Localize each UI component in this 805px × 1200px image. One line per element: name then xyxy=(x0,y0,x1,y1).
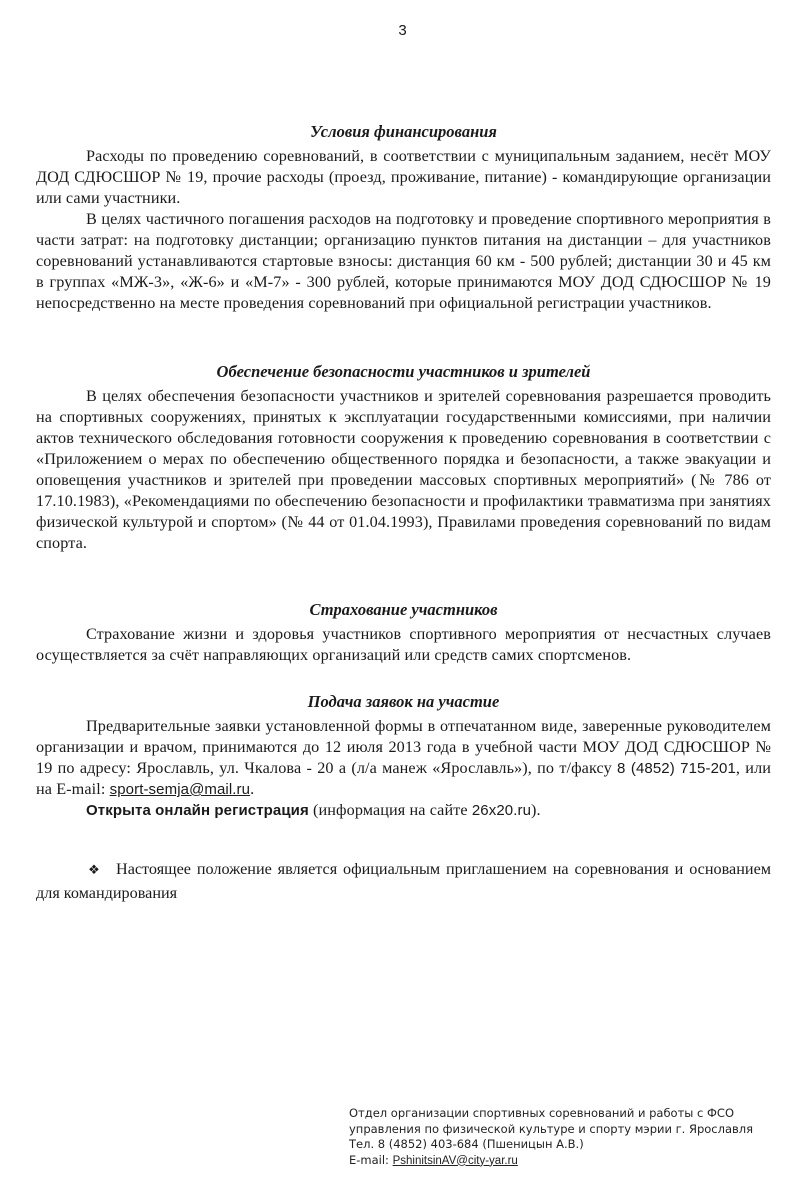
footer-contact-block xyxy=(349,1106,789,1169)
page-number: 3 xyxy=(398,22,407,39)
section-applications xyxy=(36,692,771,821)
section-note xyxy=(36,858,771,904)
contact-email-link[interactable]: sport-semja@mail.ru xyxy=(109,781,251,798)
heading-applications: Подача заявок на участие xyxy=(307,692,500,711)
insurance-paragraph: Страхование жизни и здоровья участников спортивного мероприятия от несчастных случаев осуществляется за счёт направляющих организаций или средств самих спортсменов. xyxy=(36,625,771,664)
contact-phone: 8 (4852) 715-201 xyxy=(617,760,736,777)
financing-paragraph-2: В целях частичного погашения расходов на подготовку и проведение спортивного мероприятия в части затрат: на подготовку дистанции; организацию пунктов питания на дистанции – для участников соревнований устанавливаются стартовые взносы: дистанция 60 км - 500 рублей; дистанции 30 и 45 км в группах «МЖ-3», «Ж-6» и «М-7» - 300 рублей, которые принимаются МОУ ДОД СДЮСШОР № 19 непосредственно на месте проведения соревнований при официальной регистрации участников. xyxy=(36,210,771,312)
safety-paragraph: В целях обеспечения безопасности участников и зрителей соревнования разрешается проводить на спортивных сооружениях, принятых к эксплуатации государственными комиссиями, при наличии актов технического обследования готовности сооружения к проведению соревнования в соответствии с «Приложением о мерах по обеспечению общественного порядка и безопасности, а также эвакуации и оповещения участников и зрителей при проведении массовых спортивных мероприятий» (№ 786 от 17.10.1983), «Рекомендациями по обеспечению безопасности и профилактики травматизма при занятиях физической культурой и спортом» (№ 44 от 01.04.1993), Правилами проведения соревнований по видам спорта. xyxy=(36,387,771,552)
email-suffix: . xyxy=(250,780,255,798)
financing-paragraph-1: Расходы по проведению соревнований, в соответствии с муниципальным заданием, несёт МОУ ДОД СДЮСШОР № 19, прочие расходы (проезд, проживание, питание) - командирующие организации или сами участники. xyxy=(36,147,771,207)
section-financing xyxy=(36,122,771,314)
footer-email-link[interactable]: PshinitsinAV@city-yar.ru xyxy=(392,1154,518,1167)
website-link[interactable]: 26x20.ru xyxy=(471,802,532,819)
online-registration-paragraph xyxy=(36,800,771,821)
heading-insurance: Страхование участников xyxy=(309,600,498,619)
diamond-bullet-icon: ❖ xyxy=(88,863,100,878)
footer-line-4 xyxy=(349,1153,789,1170)
footer-line-1: Отдел организации спортивных соревнований и работы с ФСО xyxy=(349,1106,734,1120)
online-registration-bold: Открыта онлайн регистрация xyxy=(86,802,309,819)
footer-email-label: E-mail: xyxy=(349,1152,389,1167)
note-text: Настоящее положение является официальным приглашением на соревнования и основанием для командирования xyxy=(36,860,771,902)
heading-safety: Обеспечение безопасности участников и зрителей xyxy=(216,362,591,381)
footer-line-2: управления по физической культуре и спорту мэрии г. Ярославля xyxy=(349,1121,754,1136)
email-prefix: , или на E-mail: xyxy=(36,759,772,798)
footer-line-3: Тел. 8 (4852) 403-684 (Пшеницын А.В.) xyxy=(349,1137,584,1151)
applications-text: Предварительные заявки установленной формы в отпечатанном виде, заверенные руководителем организации и врачом, принимаются до 12 июля 2013 года в учебной части МОУ ДОД СДЮСШОР № 19 по адресу: Ярославль, ул. Чкалова - 20 а (л/а манеж «Ярославль»), по т/факсу xyxy=(36,717,771,777)
applications-paragraph xyxy=(36,716,771,800)
heading-financing: Условия финансирования xyxy=(310,122,497,141)
online-registration-text: (информация на сайте xyxy=(313,801,468,819)
section-insurance xyxy=(36,600,771,666)
note-paragraph xyxy=(36,858,771,904)
section-safety xyxy=(36,362,771,554)
online-registration-end: ). xyxy=(531,801,541,819)
